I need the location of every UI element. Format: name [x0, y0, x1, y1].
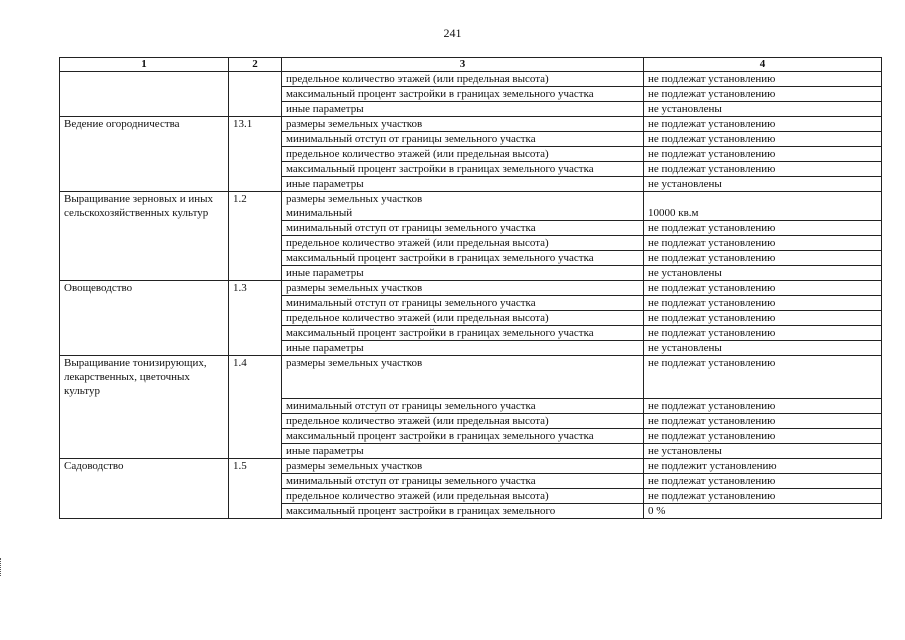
code-cell: [229, 72, 282, 87]
parameter-cell: предельное количество этажей (или предельная высота): [282, 311, 644, 326]
code-cell: [229, 87, 282, 102]
table-row: [60, 87, 882, 102]
parameter-cell: иные параметры: [282, 443, 644, 458]
land-use-type-cell: Ведение огородничества: [60, 117, 229, 132]
value-cell: не подлежат установлению: [644, 117, 882, 132]
parameter-cell: предельное количество этажей (или предельная высота): [282, 147, 644, 162]
code-cell: [229, 162, 282, 177]
land-use-type-cell: Выращивание тонизирующих, лекарственных, цветочных культур: [60, 356, 229, 399]
land-use-type-cell: [60, 251, 229, 266]
code-cell: [229, 236, 282, 251]
code-cell: [229, 251, 282, 266]
code-cell: 1.4: [229, 356, 282, 399]
land-use-type-cell: [60, 221, 229, 236]
value-cell: не подлежат установлению: [644, 132, 882, 147]
table-row: [60, 458, 882, 473]
land-use-type-cell: [60, 413, 229, 428]
parameter-cell: размеры земельных участков: [282, 117, 644, 132]
parameter-cell: иные параметры: [282, 102, 644, 117]
code-cell: [229, 102, 282, 117]
value-cell: не подлежат установлению: [644, 398, 882, 413]
parameter-cell: размеры земельных участков: [282, 281, 644, 296]
regulations-table: [59, 57, 882, 519]
land-use-type-cell: [60, 132, 229, 147]
code-cell: [229, 428, 282, 443]
parameter-cell: иные параметры: [282, 266, 644, 281]
land-use-type-cell: [60, 162, 229, 177]
value-cell: не подлежит установлению: [644, 458, 882, 473]
value-cell: не подлежат установлению: [644, 162, 882, 177]
code-cell: [229, 132, 282, 147]
table-row: [60, 192, 882, 221]
code-cell: [229, 503, 282, 518]
code-cell: 1.3: [229, 281, 282, 296]
parameter-cell: предельное количество этажей (или предельная высота): [282, 236, 644, 251]
value-cell: не подлежат установлению: [644, 221, 882, 236]
header-col-2: 2: [229, 58, 282, 72]
land-use-type-cell: Овощеводство: [60, 281, 229, 296]
land-use-type-cell: [60, 443, 229, 458]
table-row: [60, 281, 882, 296]
value-cell: не подлежат установлению: [644, 413, 882, 428]
parameter-cell: максимальный процент застройки в границах земельного: [282, 503, 644, 518]
parameter-cell: размеры земельных участков минимальный: [282, 192, 644, 221]
parameter-cell: иные параметры: [282, 341, 644, 356]
table-body: [60, 72, 882, 519]
value-cell: 10000 кв.м: [644, 192, 882, 221]
value-cell: 0 %: [644, 503, 882, 518]
value-cell: не установлены: [644, 102, 882, 117]
land-use-type-cell: [60, 102, 229, 117]
table-row: [60, 72, 882, 87]
parameter-cell: минимальный отступ от границы земельного участка: [282, 398, 644, 413]
code-cell: [229, 488, 282, 503]
table-row: [60, 413, 882, 428]
value-cell: не подлежат установлению: [644, 311, 882, 326]
land-use-type-cell: [60, 341, 229, 356]
code-cell: [229, 147, 282, 162]
land-use-type-cell: [60, 266, 229, 281]
value-cell: не установлены: [644, 177, 882, 192]
parameter-cell: предельное количество этажей (или предельная высота): [282, 413, 644, 428]
parameter-cell: максимальный процент застройки в границах земельного участка: [282, 428, 644, 443]
value-cell: не подлежат установлению: [644, 356, 882, 399]
value-cell: не подлежат установлению: [644, 236, 882, 251]
table-row: [60, 266, 882, 281]
code-cell: [229, 443, 282, 458]
table-row: [60, 341, 882, 356]
parameter-cell: максимальный процент застройки в границах земельного участка: [282, 162, 644, 177]
table-row: [60, 326, 882, 341]
land-use-type-cell: [60, 326, 229, 341]
header-col-3: 3: [282, 58, 644, 72]
parameter-cell: минимальный отступ от границы земельного участка: [282, 132, 644, 147]
land-use-type-cell: [60, 311, 229, 326]
value-cell: не подлежат установлению: [644, 251, 882, 266]
land-use-type-cell: Выращивание зерновых и иных сельскохозяйственных культур: [60, 192, 229, 221]
header-col-1: 1: [60, 58, 229, 72]
table-row: [60, 177, 882, 192]
parameter-cell: размеры земельных участков: [282, 356, 644, 399]
table-row: [60, 132, 882, 147]
table-row: [60, 473, 882, 488]
code-cell: [229, 398, 282, 413]
table-row: [60, 162, 882, 177]
code-cell: 1.5: [229, 458, 282, 473]
land-use-type-cell: [60, 473, 229, 488]
parameter-cell: максимальный процент застройки в границах земельного участка: [282, 326, 644, 341]
header-col-4: 4: [644, 58, 882, 72]
parameter-cell: иные параметры: [282, 177, 644, 192]
value-cell: не подлежат установлению: [644, 72, 882, 87]
parameter-cell: предельное количество этажей (или предельная высота): [282, 72, 644, 87]
land-use-type-cell: [60, 177, 229, 192]
land-use-type-cell: Садоводство: [60, 458, 229, 473]
land-use-type-cell: [60, 72, 229, 87]
code-cell: [229, 266, 282, 281]
table-row: [60, 251, 882, 266]
table-row: [60, 443, 882, 458]
parameter-cell: минимальный отступ от границы земельного участка: [282, 473, 644, 488]
value-cell: не подлежат установлению: [644, 473, 882, 488]
parameter-cell: максимальный процент застройки в границах земельного участка: [282, 251, 644, 266]
value-cell: не подлежат установлению: [644, 281, 882, 296]
code-cell: [229, 413, 282, 428]
table-row: [60, 102, 882, 117]
parameter-cell: предельное количество этажей (или предельная высота): [282, 488, 644, 503]
parameter-cell: минимальный отступ от границы земельного участка: [282, 221, 644, 236]
table-row: [60, 428, 882, 443]
code-cell: [229, 311, 282, 326]
table-row: [60, 398, 882, 413]
parameter-cell: размеры земельных участков: [282, 458, 644, 473]
table-row: [60, 488, 882, 503]
land-use-type-cell: [60, 147, 229, 162]
code-cell: [229, 296, 282, 311]
value-cell: не установлены: [644, 443, 882, 458]
land-use-type-cell: [60, 296, 229, 311]
code-cell: 13.1: [229, 117, 282, 132]
code-cell: 1.2: [229, 192, 282, 221]
table-row: [60, 236, 882, 251]
land-use-type-cell: [60, 488, 229, 503]
code-cell: [229, 221, 282, 236]
value-cell: не подлежат установлению: [644, 326, 882, 341]
table-row: [60, 296, 882, 311]
value-cell: не подлежат установлению: [644, 428, 882, 443]
value-cell: не подлежат установлению: [644, 296, 882, 311]
value-cell: не установлены: [644, 341, 882, 356]
land-use-type-cell: [60, 503, 229, 518]
page-number: 241: [443, 26, 462, 40]
table-row: [60, 221, 882, 236]
value-cell: не подлежат установлению: [644, 87, 882, 102]
code-cell: [229, 473, 282, 488]
land-use-type-cell: [60, 398, 229, 413]
code-cell: [229, 341, 282, 356]
code-cell: [229, 177, 282, 192]
table-row: [60, 356, 882, 399]
table-row: [60, 503, 882, 518]
table-row: [60, 147, 882, 162]
value-cell: не подлежат установлению: [644, 488, 882, 503]
margin-mark: [0, 558, 5, 576]
value-cell: не установлены: [644, 266, 882, 281]
code-cell: [229, 326, 282, 341]
parameter-cell: минимальный отступ от границы земельного участка: [282, 296, 644, 311]
header-row: [60, 58, 882, 72]
table-row: [60, 311, 882, 326]
land-use-type-cell: [60, 87, 229, 102]
parameter-cell: максимальный процент застройки в границах земельного участка: [282, 87, 644, 102]
value-cell: не подлежат установлению: [644, 147, 882, 162]
land-use-type-cell: [60, 428, 229, 443]
table-row: [60, 117, 882, 132]
land-use-type-cell: [60, 236, 229, 251]
